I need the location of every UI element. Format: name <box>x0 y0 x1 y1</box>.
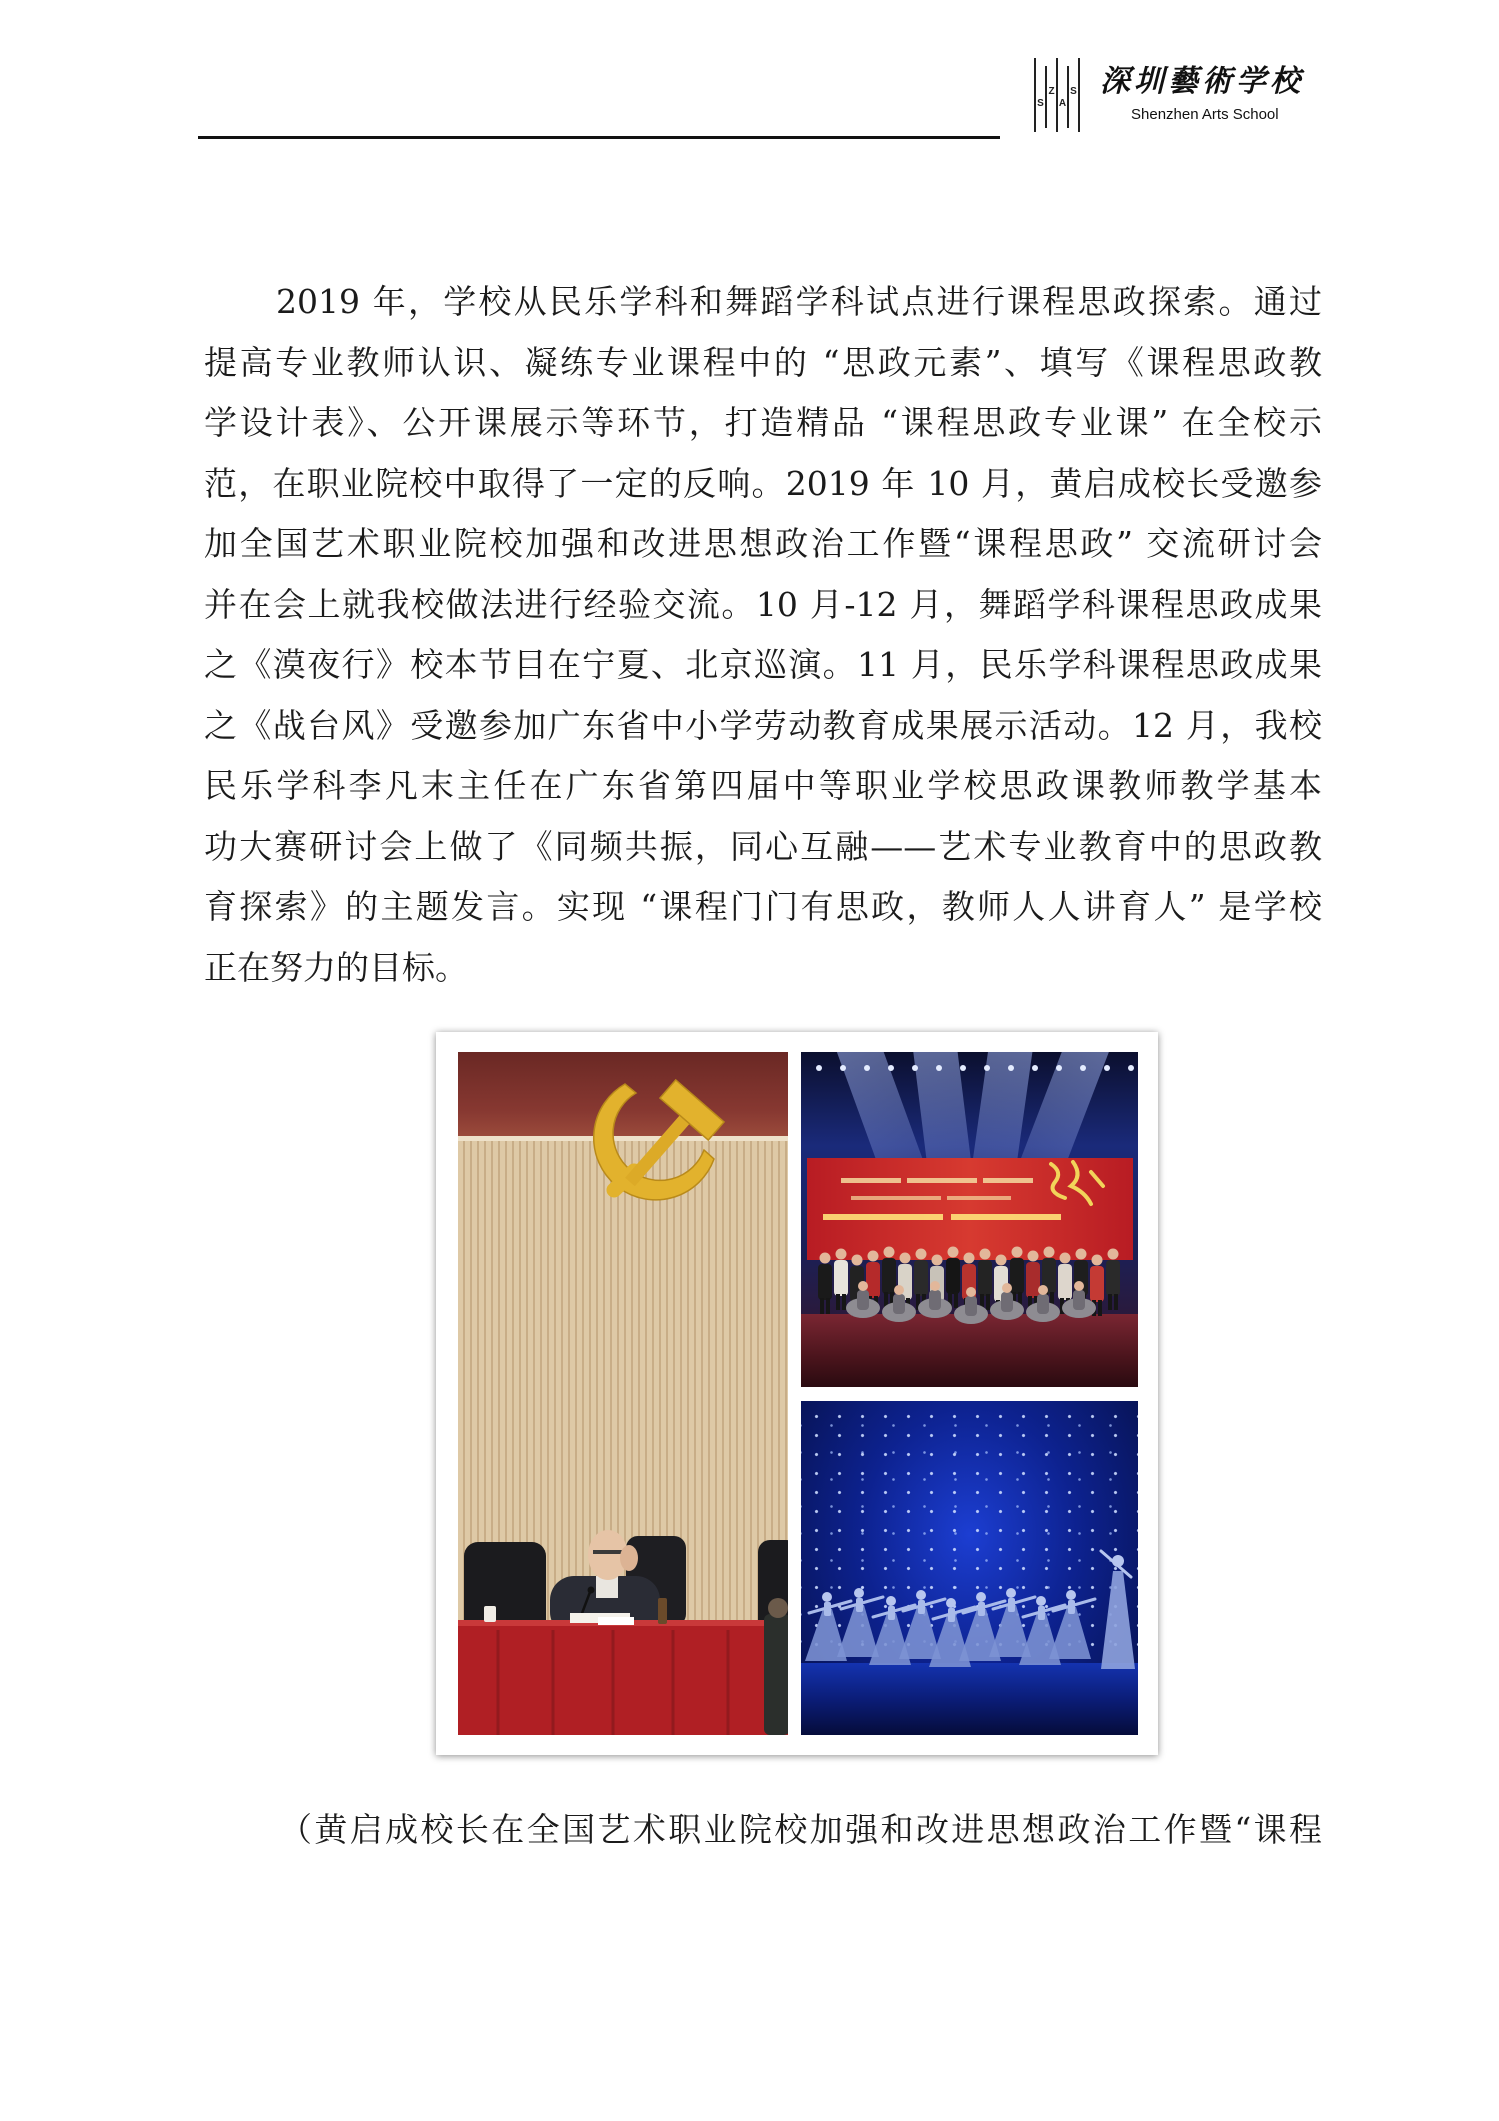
dancer-figure <box>1049 1590 1095 1659</box>
school-name-chinese: 深圳藝術学校 <box>1100 64 1304 99</box>
body-line: 之《漠夜行》校本节目在宁夏、北京巡演。11 月，民乐学科课程思政成果 <box>204 645 1322 684</box>
body-line: 正在努力的目标。 <box>204 947 468 987</box>
meeting-scene <box>458 1052 788 1735</box>
logo-letter: S <box>1070 86 1077 97</box>
photo-stage-group <box>801 1052 1138 1387</box>
body-line: 加全国艺术职业院校加强和改进思想政治工作暨“课程思政” 交流研讨会 <box>204 524 1322 563</box>
stage-light <box>1008 1065 1014 1071</box>
performer-figure <box>834 1249 848 1311</box>
body-line: 育探索》的主题发言。实现 “课程门门有思政，教师人人讲育人” 是学校 <box>204 887 1322 926</box>
audience-member <box>764 1598 788 1735</box>
body-line: 提高专业教师认识、凝练专业课程中的 “思政元素”、填写《课程思政教 <box>204 342 1322 382</box>
performer-figure <box>818 1253 832 1315</box>
party-emblem <box>594 1080 724 1200</box>
performer-figure <box>946 1247 960 1309</box>
body-line: 并在会上就我校做法进行经验交流。10 月-12 月，舞蹈学科课程思政成果 <box>204 584 1322 624</box>
body-paragraph <box>204 272 1322 998</box>
stage-lights <box>816 1065 1134 1071</box>
dancer-figure <box>1101 1551 1135 1669</box>
body-line: 民乐学科李凡末主任在广东省第四届中等职业学校思政课教师教学基本 <box>204 766 1322 805</box>
photo-meeting <box>458 1052 788 1735</box>
photo-collage <box>436 1032 1158 1755</box>
body-line: 之《战台风》受邀参加广东省中小学劳动教育成果展示活动。12 月，我校 <box>204 705 1322 745</box>
logo-letter: S <box>1037 98 1044 109</box>
body-line: 范，在职业院校中取得了一定的反响。2019 年 10 月，黄启成校长受邀参 <box>204 463 1322 503</box>
stage-light <box>936 1065 942 1071</box>
stage-light <box>960 1065 966 1071</box>
photo-stage-dance <box>801 1401 1138 1735</box>
photo-caption: （黄启成校长在全国艺术职业院校加强和改进思想政治工作暨“课程 <box>279 1810 1322 1849</box>
stage-light <box>1032 1065 1038 1071</box>
stage-light <box>912 1065 918 1071</box>
stage-light <box>1056 1065 1062 1071</box>
stage-group-scene <box>801 1052 1138 1387</box>
stage-light <box>1104 1065 1110 1071</box>
school-logo <box>1034 58 1080 132</box>
stage-light <box>1080 1065 1086 1071</box>
stage-light <box>984 1065 990 1071</box>
dance-scene <box>801 1401 1138 1735</box>
stage-light <box>1128 1065 1134 1071</box>
header-rule <box>198 136 1000 139</box>
stage-light <box>864 1065 870 1071</box>
stage-light <box>888 1065 894 1071</box>
school-name-english: Shenzhen Arts School <box>1131 106 1279 123</box>
dancer-group <box>805 1551 1135 1669</box>
stage-light <box>840 1065 846 1071</box>
body-line: 学设计表》、公开课展示等环节，打造精品 “课程思政专业课” 在全校示 <box>204 403 1322 442</box>
body-line: 2019 年，学校从民乐学科和舞蹈学科试点进行课程思政探索。通过 <box>276 282 1322 321</box>
logo-letter: A <box>1058 98 1067 109</box>
performer-group <box>818 1247 1120 1325</box>
stage-light <box>816 1065 822 1071</box>
banner-markings <box>823 1162 1103 1220</box>
body-line: 功大赛研讨会上做了《同频共振，同心互融——艺术专业教育中的思政教 <box>204 826 1322 866</box>
performer-figure <box>1106 1249 1120 1311</box>
logo-letter: Z <box>1048 86 1055 97</box>
performer-figure <box>978 1249 992 1311</box>
